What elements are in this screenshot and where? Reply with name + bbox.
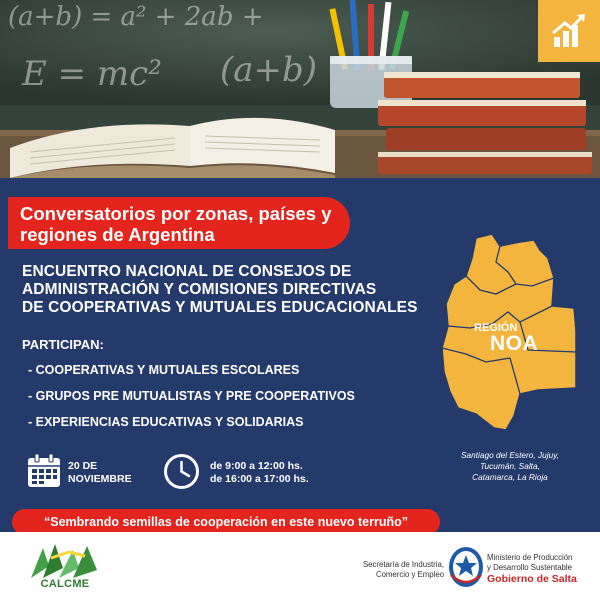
- title-banner: [8, 197, 350, 249]
- region-label-big: NOA: [490, 332, 539, 355]
- event-time: [210, 460, 309, 486]
- calcme-name: CALCME: [40, 578, 90, 590]
- board-formula-3: (a+b): [220, 50, 318, 90]
- book-stack: [378, 66, 598, 176]
- ministerio-line-1: Ministerio de Producción: [487, 553, 573, 562]
- slogan-banner: “Sembrando semillas de cooperación en este nuevo terruño”: [12, 509, 440, 535]
- calendar-icon: [26, 453, 62, 489]
- secretaria-text: [340, 560, 444, 580]
- region-caption-line-3: Catamarca, La Rioja: [472, 472, 548, 482]
- secretaria-line-1: Secretaría de Industria,: [362, 560, 444, 569]
- title-banner-line-1: Conversatorios por zonas, países y: [20, 203, 332, 224]
- header-photo: [0, 0, 600, 178]
- headline-line-1: ENCUENTRO NACIONAL DE CONSEJOS DE: [22, 263, 352, 280]
- participant-item: - COOPERATIVAS Y MUTUALES ESCOLARES: [28, 363, 300, 377]
- ministerio-line-2: y Desarrollo Sustentable: [487, 563, 572, 572]
- gobierno-salta: Gobierno de Salta: [487, 573, 577, 585]
- clock-icon: [163, 453, 200, 490]
- board-formula-2: E = mc²: [22, 54, 162, 94]
- salta-coat-of-arms-icon: [447, 545, 485, 589]
- participant-item: - EXPERIENCIAS EDUCATIVAS Y SOLIDARIAS: [28, 415, 304, 429]
- region-label-small: REGIÓN: [474, 322, 518, 334]
- title-banner-line-2: regiones de Argentina: [20, 224, 215, 245]
- secretaria-line-2: Comercio y Empleo: [375, 570, 444, 579]
- region-caption-line-2: Tucumán, Salta,: [480, 461, 540, 471]
- date-line-1: 20 DE: [68, 460, 98, 472]
- event-headline: [22, 263, 442, 317]
- headline-line-3: DE COOPERATIVAS Y MUTUALES EDUCACIONALES: [22, 299, 418, 316]
- event-date: [68, 460, 132, 486]
- region-caption: [436, 450, 584, 483]
- time-line-2: de 16:00 a 17:00 hs.: [210, 473, 309, 485]
- region-caption-line-1: Santiago del Estero, Jujuy,: [460, 450, 560, 460]
- brand-logo-tile: [538, 0, 600, 62]
- calcme-logo: [29, 540, 101, 580]
- participant-item: - GRUPOS PRE MUTUALISTAS Y PRE COOPERATIVOS: [28, 389, 355, 403]
- ministerio-text: [487, 553, 597, 573]
- time-line-1: de 9:00 a 12:00 hs.: [210, 460, 303, 472]
- board-formula-1: (a+b) = a² + 2ab +: [8, 2, 264, 32]
- participants-label: PARTICIPAN:: [22, 337, 104, 352]
- headline-line-2: ADMINISTRACIÓN Y COMISIONES DIRECTIVAS: [22, 281, 377, 298]
- date-line-2: NOVIEMBRE: [68, 473, 132, 485]
- open-book: [0, 78, 340, 178]
- bar-chart-arrow-icon: [549, 11, 589, 51]
